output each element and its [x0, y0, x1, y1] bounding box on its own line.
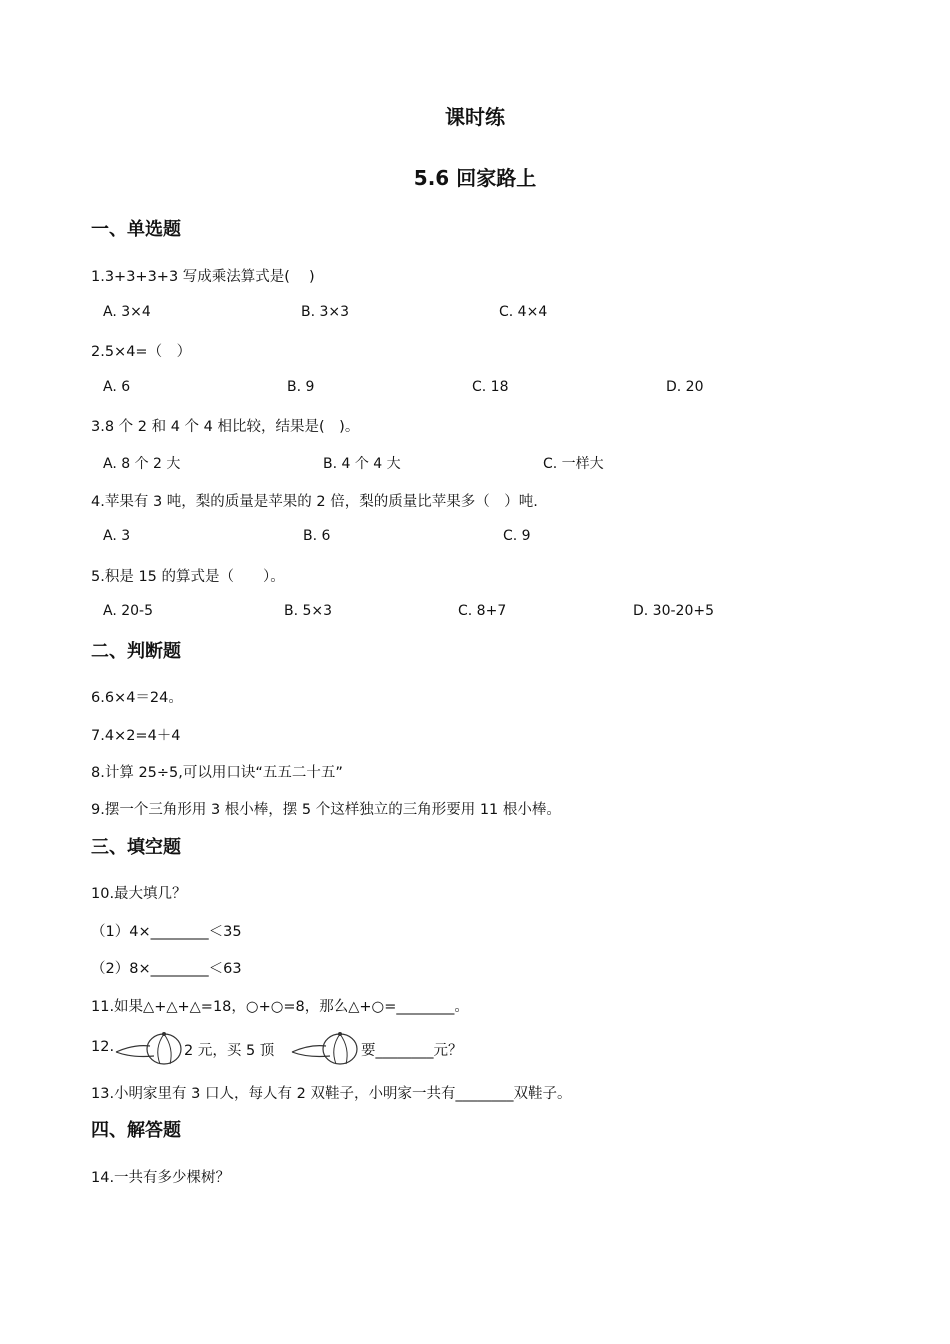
question-12-suffix: 要________元？	[361, 1043, 463, 1059]
question-10: 10.最大填几？	[91, 886, 187, 902]
q3-option-a: A. 8 个 2 大	[103, 456, 181, 472]
cap-icon	[290, 1028, 360, 1072]
q5-option-b: B. 5×3	[284, 603, 333, 619]
page-subtitle: 5.6 回家路上	[413, 166, 537, 190]
q4-option-b: B. 6	[303, 528, 331, 544]
question-2: 2.5×4=（ ）	[91, 344, 192, 360]
question-3: 3.8 个 2 和 4 个 4 相比较，结果是( )。	[91, 419, 360, 435]
question-4: 4.苹果有 3 吨，梨的质量是苹果的 2 倍，梨的质量比苹果多（ ）吨.	[91, 494, 538, 510]
question-10-part-2: （2）8×________＜63	[91, 961, 242, 977]
section-heading-single-choice: 一、单选题	[91, 219, 181, 240]
question-8: 8.计算 25÷5,可以用口诀“五五二十五”	[91, 765, 343, 781]
section-heading-solve: 四、解答题	[91, 1120, 181, 1141]
q5-option-a: A. 20-5	[103, 603, 154, 619]
question-14: 14.一共有多少棵树？	[91, 1170, 231, 1186]
q1-option-b: B. 3×3	[301, 304, 350, 320]
cap-icon	[114, 1028, 184, 1072]
question-12-middle: 2 元，买 5 顶	[184, 1043, 275, 1059]
q4-option-c: C. 9	[503, 528, 531, 544]
question-9: 9.摆一个三角形用 3 根小棒，摆 5 个这样独立的三角形要用 11 根小棒。	[91, 802, 561, 818]
q2-option-c: C. 18	[472, 379, 509, 395]
section-heading-true-false: 二、判断题	[91, 641, 181, 662]
question-7: 7.4×2=4＋4	[91, 728, 181, 744]
question-5: 5.积是 15 的算式是（ ）。	[91, 569, 285, 585]
question-1: 1.3+3+3+3 写成乘法算式是( )	[91, 269, 315, 285]
question-11: 11.如果△+△+△=18，○+○=8，那么△+○=________。	[91, 999, 469, 1015]
question-12-prefix: 12.	[91, 1039, 115, 1055]
question-13: 13.小明家里有 3 口人，每人有 2 双鞋子，小明家一共有________双鞋子。	[91, 1086, 572, 1102]
q3-option-b: B. 4 个 4 大	[323, 456, 401, 472]
q1-option-c: C. 4×4	[499, 304, 548, 320]
q5-option-d: D. 30-20+5	[633, 603, 714, 619]
q3-option-c: C. 一样大	[543, 456, 604, 472]
q1-option-a: A. 3×4	[103, 304, 151, 320]
q4-option-a: A. 3	[103, 528, 131, 544]
q2-option-b: B. 9	[287, 379, 315, 395]
question-6: 6.6×4＝24。	[91, 690, 183, 706]
page-title: 课时练	[445, 105, 505, 129]
q5-option-c: C. 8+7	[458, 603, 507, 619]
q2-option-d: D. 20	[666, 379, 704, 395]
question-10-part-1: （1）4×________＜35	[91, 924, 242, 940]
q2-option-a: A. 6	[103, 379, 131, 395]
section-heading-fill-in: 三、填空题	[91, 837, 181, 858]
